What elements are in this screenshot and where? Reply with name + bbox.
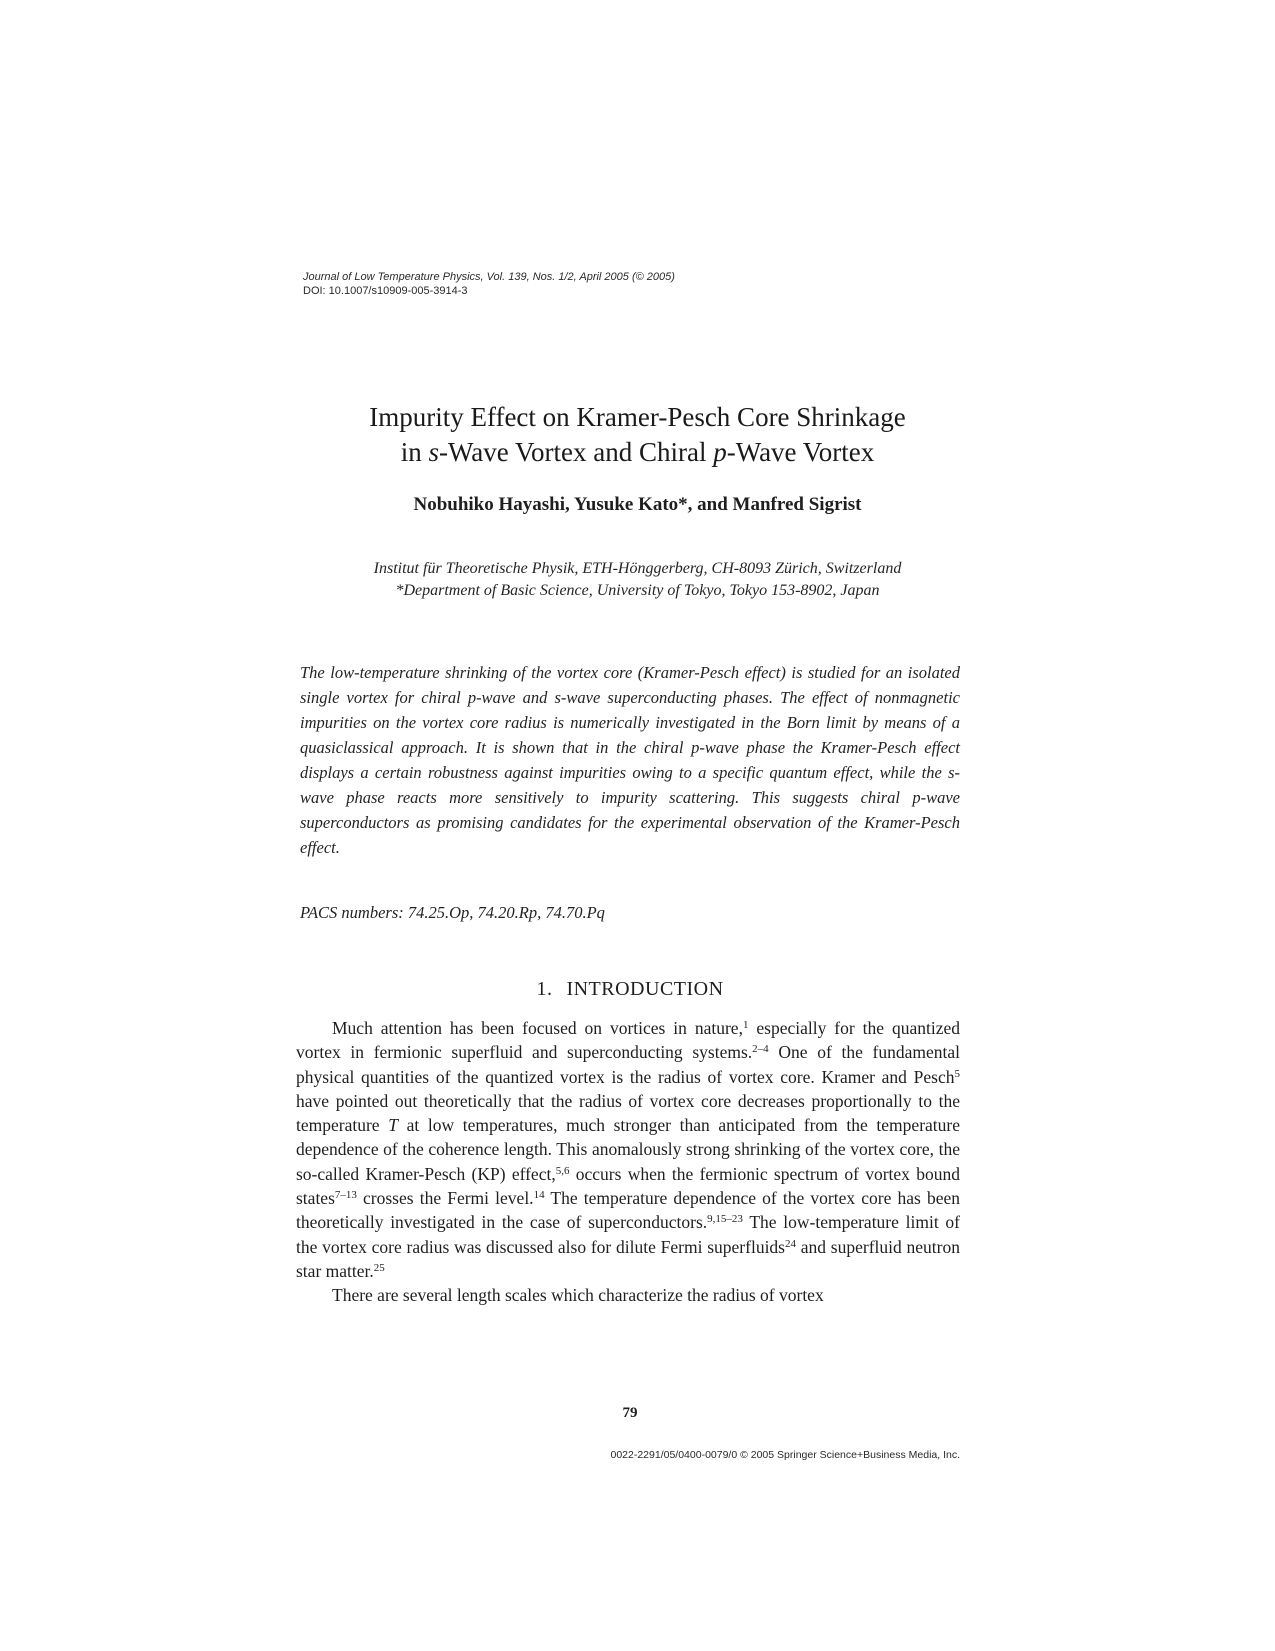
title-line-1: Impurity Effect on Kramer-Pesch Core Shrinkage [369,402,906,432]
author-list: Nobuhiko Hayashi, Yusuke Kato*, and Manfred Sigrist [413,494,862,515]
journal-doi: DOI: 10.1007/s10909-005-3914-3 [303,285,468,297]
page-number: 79 [622,1405,638,1421]
citation-ref: 24 [785,1237,796,1250]
citation-ref: 25 [373,1261,385,1274]
paragraph-2: There are several length scales which characterize the radius of vortex [332,1285,824,1306]
citation-ref: 2–4 [752,1043,769,1056]
abstract: The low-temperature shrinking of the vortex core (Kramer-Pesch effect) is studied for an isolated single vortex for chiral p-wave and s-wave superconducting phases. The effect of nonmagnetic impurities on the vortex core radius is numerically investigated in the Born limit by means of a quasiclassical approach. It is shown that in the chiral p-wave phase the Kramer-Pesch effect displays a certain robustness against impurities owing to a specific quantum effect, while the s-wave phase reacts more sensitively to impurity scattering. This suggests chiral p-wave superconductors as promising candidates for the experimental observation of the Kramer-Pesch effect. [300,663,960,857]
section-title: INTRODUCTION [566,978,724,1000]
affiliation-eth: Institut für Theoretische Physik, ETH-Hönggerberg, CH-8093 Zürich, Switzerland [373,560,902,577]
paragraph-1: Much attention has been focused on vortices in nature,$^1$ especially for the quantized vortex in fermionic superfluid and superconducting systems.$^{2-4}$ One of the fundamental physical quantities of the quantized vortex is the radius of vortex core. Kramer and Pesch$^5$ have pointed out theoretically that the radius of vortex core decreases proportionally to the temperature T at low temperatures, much stronger than anticipated from the temperature dependence of the coherence length. This anomalously strong shrinking of the vortex core, the so-called Kramer-Pesch (KP) effect,$^{5,6}$ occurs when the fermionic spectrum of vortex bound states$^{7-13}$ crosses the Fermi level.$^{14}$ The temperature dependence of the vortex core has been theoretically investigated in the case of superconductors.$^{9,15-23}$ The low-temperature limit of the vortex core radius was discussed also for dilute Fermi superfluids$^{24}$ and superfluid neutron star matter.$^{25}$ [296,1018,961,1281]
copyright-footer: 0022-2291/05/0400-0079/0 © 2005 Springer Science+Business Media, Inc. [610,1449,960,1461]
pacs-numbers: PACS numbers: 74.25.Op, 74.20.Rp, 74.70.Pq [300,903,605,922]
citation-ref: 1 [742,1019,749,1031]
introduction-body [296,1016,960,1308]
variable-t: T [388,1115,398,1136]
citation-ref: 14 [533,1189,545,1202]
affiliation-tokyo: *Department of Basic Science, University of Tokyo, Tokyo 153-8902, Japan [395,582,880,599]
paper-title [200,400,1075,470]
journal-header [303,270,1003,298]
section-heading-introduction [300,976,960,1002]
citation-ref: 5,6 [555,1164,570,1177]
citation-ref: 9,15–23 [707,1213,743,1226]
title-line-2: in s-Wave Vortex and Chiral p-Wave Vortex [400,437,875,467]
citation-ref: 5 [954,1067,960,1080]
affiliations [200,558,1075,602]
journal-citation: Journal of Low Temperature Physics, Vol. 139, Nos. 1/2, April 2005 (© 2005) [303,271,675,283]
citation-ref: 7–13 [334,1189,357,1202]
section-number: 1. [536,978,553,1000]
